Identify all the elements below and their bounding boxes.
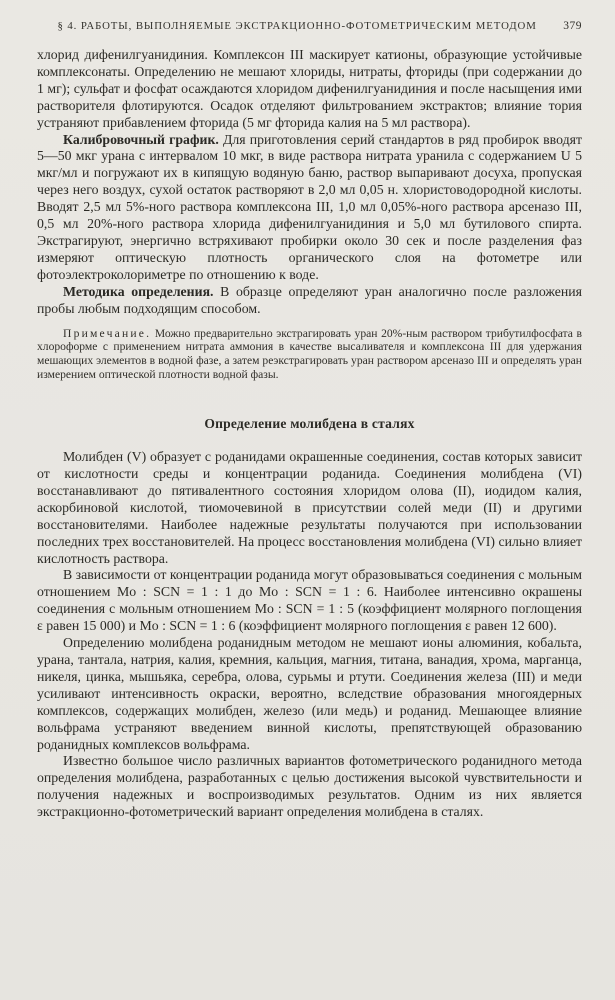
page-body <box>37 47 582 821</box>
note <box>37 327 582 383</box>
section-heading: Определение молибдена в сталях <box>204 416 415 432</box>
running-header <box>37 20 582 32</box>
paragraph: Известно большое число различных вариантов фотометрического роданидного метода определения молибдена, разработанных с целью достижения высокой чувствительности и получения надежных и воспроизводимых результатов. Одним из них является экстракционно-фотометрический вариант определения молибдена в сталях. <box>37 753 582 820</box>
paragraph-text: Для приготовления серий стандартов в ряд пробирок вводят 5—50 мкг урана с интервалом 10 мкг, в виде раствора нитрата уранила с содержанием U 5 мкг/мл и погружают их в кипящую водяную баню, раствор выпаривают досуха, пропуская через него воздух, сухой остаток растворяют в 2,0 мл 0,05 н. хлористоводородной кислоты. Вводят 2,5 мл 5%-ного раствора комплексона III, 1,0 мл 0,05%-ного раствора арсеназо III, 0,5 мл 20%-ного раствора хлорида дифенилгуанидиния и 5,0 мл бутилового спирта. Экстрагируют, энергично встряхивают пробирки около 30 сек и после разделения фаз измеряют оптическую плотность органического слоя на фотометре или фотоэлектроколориметре по отношению к воде. <box>37 131 582 282</box>
paragraph-lead: Калибровочный график. <box>63 131 219 147</box>
paragraph: хлорид дифенилгуанидиния. Комплексон III маскирует катионы, образующие устойчивые комплексонаты. Определению не мешают хлориды, нитраты, фториды (при содержании до 1 мг); сульфат и фосфат осаждаются хлоридом дифенилгуанидиния и после насыщения ими растворителя флотируются. Осадок отделяют фильтрованием экстрактов; влияние тория устраняют прибавлением фторида (5 мг фторида калия на 5 мл раствора). <box>37 47 582 130</box>
paragraph: Определению молибдена роданидным методом не мешают ионы алюминия, кобальта, урана, тантала, натрия, калия, кремния, кальция, магния, титана, ванадия, хрома, марганца, никеля, цинка, мышьяка, серебра, олова, сурьмы и ртути. Соединения железа (III) и меди усиливают интенсивность окраски, вероятно, вследствие образования многоядерных комплексов, содержащих молибден, железо (или медь) и роданид. Мешающее влияние вольфрама устраняют введением винной кислоты, препятствующей образованию роданидных комплексов вольфрама. <box>37 635 582 752</box>
paragraph <box>37 132 582 284</box>
page-number: 379 <box>563 20 582 32</box>
paragraph <box>37 284 582 318</box>
paragraph: В зависимости от концентрации роданида могут образовываться соединения с мольным отношением Mo : SCN = 1 : 1 до Mo : SCN = 1 : 6. Наиболее интенсивно окрашены соединения с мольным отношением Mo : SCN = 1 : 5 (коэффициент молярного поглощения ε равен 15 000) и Mo : SCN = 1 : 6 (коэффициент молярного поглощения ε равен 12 600). <box>37 567 582 634</box>
paragraph: Молибден (V) образует с роданидами окрашенные соединения, состав которых зависит от кислотности среды и концентрации роданида. Соединения молибдена (VI) восстанавливают до пятивалентного состояния хлоридом олова (II), иодидом калия, аскорбиновой кислотой, тиомочевиной в присутствии солей меди (II) и другими восстановителями. Наиболее надежные результаты получаются при использовании последних трех восстановителей. На процесс восстановления молибдена (VI) сильно влияет кислотность раствора. <box>37 449 582 566</box>
paragraph-lead: Методика определения. <box>63 283 214 299</box>
note-text: Можно предварительно экстрагировать уран 20%-ным раствором трибутилфосфата в хлороформе с применением нитрата аммония в качестве высаливателя и комплексона III для удержания мешающих элементов в водной фазе, а затем реэкстрагировать уран раствором арсеназо III и определять уран измерением оптической плотности водной фазы. <box>37 326 582 382</box>
paragraph-text: В образце определяют уран аналогично после разложения пробы любым подходящим способом. <box>37 283 582 316</box>
note-lead: Примечание. <box>63 326 152 340</box>
running-header-title: § 4. РАБОТЫ, ВЫПОЛНЯЕМЫЕ ЭКСТРАКЦИОННО-ФОТОМЕТРИЧЕСКИМ МЕТОДОМ <box>57 20 537 32</box>
